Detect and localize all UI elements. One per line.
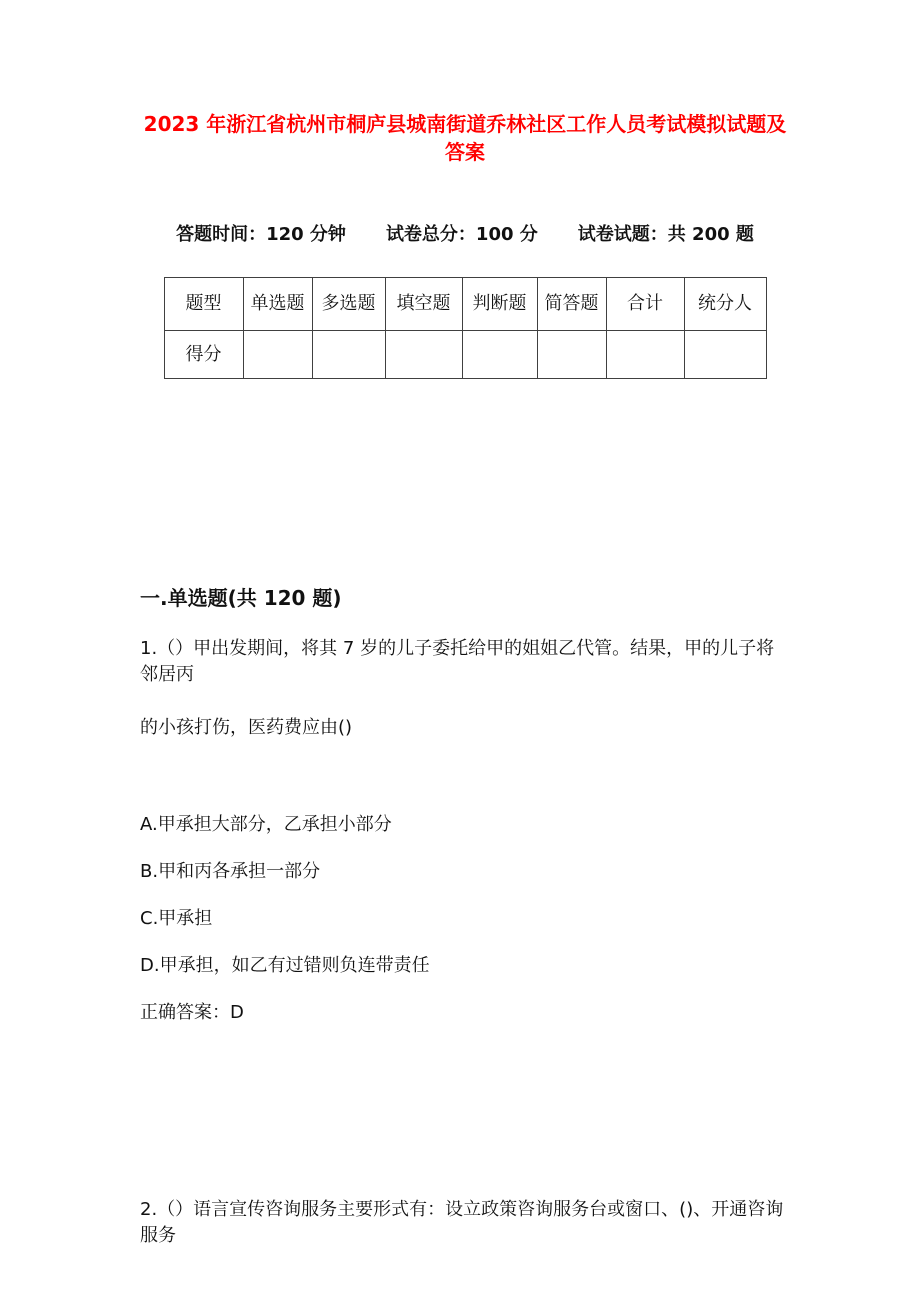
score-table-header-cell: 单选题 (243, 278, 312, 331)
question-1-option-c: C.甲承担 (140, 908, 213, 929)
exam-info-time: 答题时间：120 分钟 (176, 224, 346, 245)
score-table-header-cell: 简答题 (537, 278, 606, 331)
question-2-text-line-1: 2.（）语言宣传咨询服务主要形式有：设立政策咨询服务台或窗口、()、开通咨询服务 (140, 1199, 784, 1246)
score-cell-empty (462, 331, 537, 379)
question-1-text-line-1: 1.（）甲出发期间，将其 7 岁的儿子委托给甲的姐姐乙代管。结果，甲的儿子将邻居丙 (140, 638, 775, 685)
question-1-option-a: A.甲承担大部分，乙承担小部分 (140, 814, 392, 835)
question-1-text-line-2: 的小孩打伤，医药费应由() (140, 717, 353, 738)
score-table-header-cell: 填空题 (385, 278, 462, 331)
score-cell-empty (537, 331, 606, 379)
score-table-header-cell: 题型 (164, 278, 243, 331)
score-cell-empty (243, 331, 312, 379)
question-2 (140, 1197, 790, 1249)
score-table-header-cell: 多选题 (312, 278, 385, 331)
exam-info-total-score: 试卷总分：100 分 (385, 224, 538, 245)
score-cell-empty (606, 331, 684, 379)
score-table-header-cell: 统分人 (684, 278, 766, 331)
question-1-correct-answer: 正确答案：D (140, 1002, 244, 1023)
exam-info-bar (140, 222, 790, 248)
score-table-header-row (164, 278, 766, 331)
question-1 (140, 636, 790, 1026)
exam-info-total-questions: 试卷试题：共 200 题 (577, 224, 754, 245)
section-heading: 一.单选题(共 120 题) (140, 586, 342, 610)
score-cell-empty (385, 331, 462, 379)
score-cell-empty (684, 331, 766, 379)
question-1-option-d: D.甲承担，如乙有过错则负连带责任 (140, 955, 430, 976)
score-table-header-cell: 判断题 (462, 278, 537, 331)
question-1-option-b: B.甲和丙各承担一部分 (140, 861, 321, 882)
score-table-value-row (164, 331, 766, 379)
score-row-label: 得分 (164, 331, 243, 379)
score-cell-empty (312, 331, 385, 379)
score-table (164, 277, 767, 379)
document-title: 2023 年浙江省杭州市桐庐县城南街道乔林社区工作人员考试模拟试题及答案 (143, 112, 787, 164)
score-table-header-cell: 合计 (606, 278, 684, 331)
